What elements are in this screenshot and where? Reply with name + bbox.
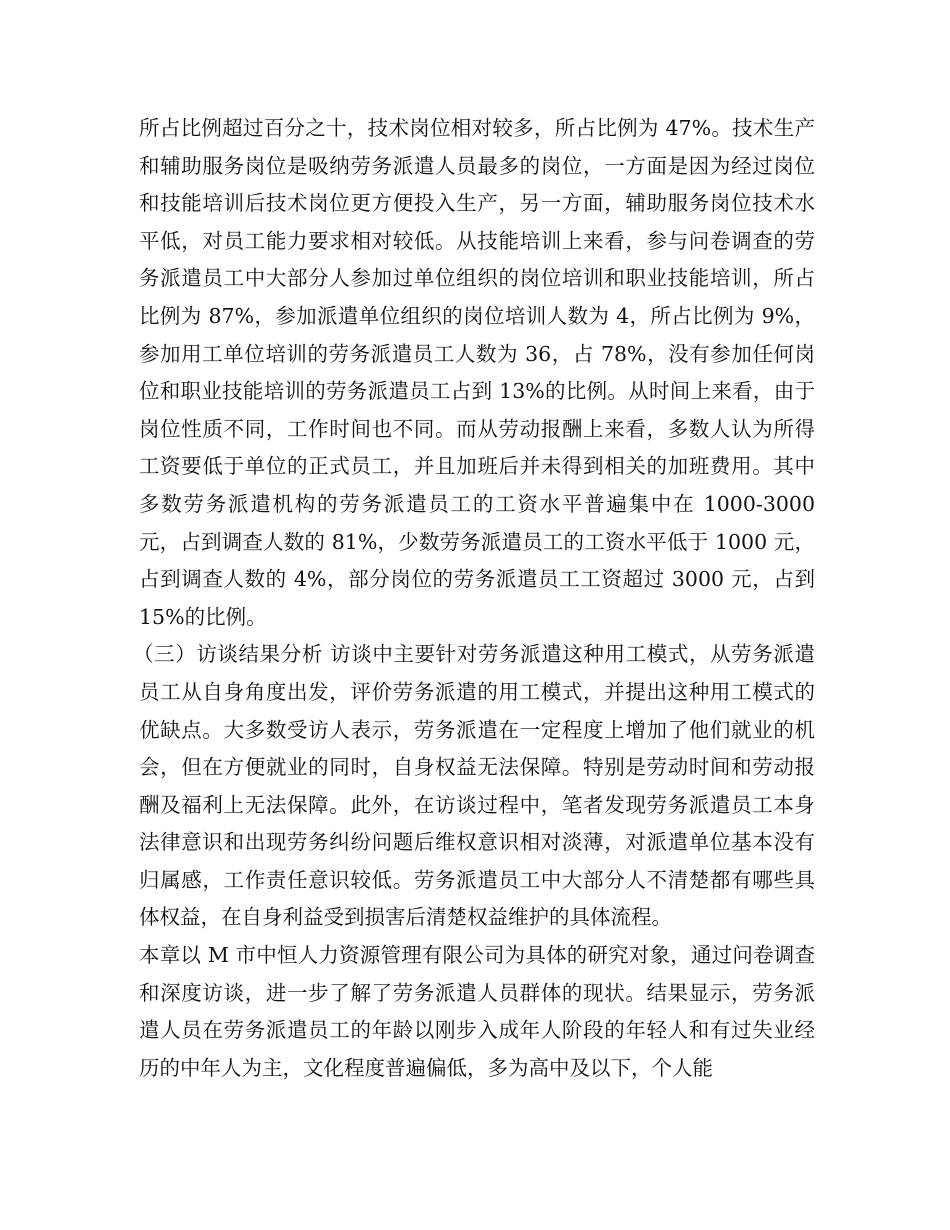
paragraph-survey-results: 所占比例超过百分之十，技术岗位相对较多，所占比例为 47%。技术生产和辅助服务岗位是吸纳劳务派遣人员最多的岗位，一方面是因为经过岗位和技能培训后技术岗位更方便投入生产，另一方面，辅助服务岗位技术水平低，对员工能力要求相对较低。从技能培训上来看，参与问卷调查的劳务派遣员工中大部分人参加过单位组织的岗位培训和职业技能培训，所占比例为 87%，参加派遣单位组织的岗位培训人数为 4，所占比例为 9%，参加用工单位培训的劳务派遣员工人数为 36，占 78%，没有参加任何岗位和职业技能培训的劳务派遣员工占到 13%的比例。从时间上来看，由于岗位性质不同，工作时间也不同。而从劳动报酬上来看，多数人认为所得工资要低于单位的正式员工，并且加班后并未得到相关的加班费用。其中多数劳务派遣机构的劳务派遣员工的工资水平普遍集中在 1000-3000 元，占到调查人数的 81%，少数劳务派遣员工的工资水平低于 1000 元，占到调查人数的 4%，部分岗位的劳务派遣员工工资超过 3000 元，占到 15%的比例。 (139, 116, 815, 629)
document-page (133, 110, 815, 1087)
paragraph-interview-analysis: （三）访谈结果分析 访谈中主要针对劳务派遣这种用工模式，从劳务派遣员工从自身角度出发，评价劳务派遣的用工模式，并提出这种用工模式的优缺点。大多数受访人表示，劳务派遣在一定程度上增加了他们就业的机会，但在方便就业的同时，自身权益无法保障。特别是劳动时间和劳动报酬及福利上无法保障。此外，在访谈过程中，笔者发现劳务派遣员工本身法律意识和出现劳务纠纷问题后维权意识相对淡薄，对派遣单位基本没有归属感，工作责任意识较低。劳务派遣员工中大部分人不清楚都有哪些具体权益，在自身利益受到损害后清楚权益维护的具体流程。 (133, 642, 815, 930)
paragraph-chapter-summary: 本章以 M 市中恒人力资源管理有限公司为具体的研究对象，通过问卷调查和深度访谈，进一步了解了劳务派遣人员群体的现状。结果显示，劳务派遣人员在劳务派遣员工的年龄以刚步入成年人阶段的年轻人和有过失业经历的中年人为主，文化程度普遍偏低，多为高中及以下，个人能 (139, 943, 815, 1080)
